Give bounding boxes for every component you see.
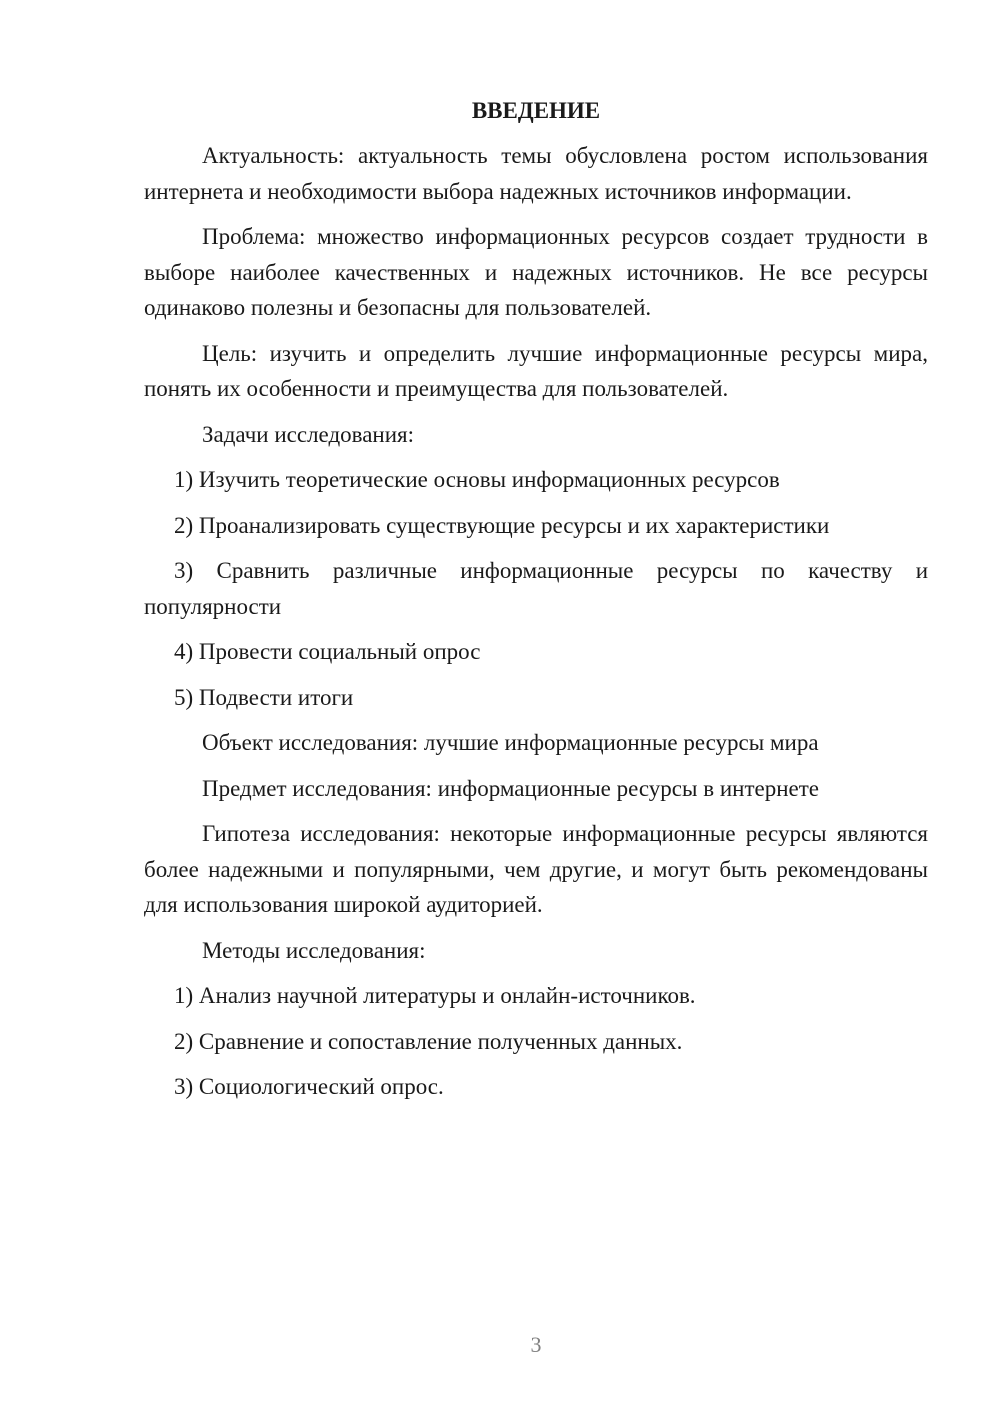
- task-item-2: 2) Проанализировать существующие ресурсы и их характеристики: [174, 512, 830, 538]
- hypothesis-paragraph: Гипотеза исследования: некоторые информационные ресурсы являются более надежными и популярными, чем другие, и могут быть рекомендованы для использования широкой аудиторией.: [144, 821, 928, 917]
- task-item-5: 5) Подвести итоги: [174, 684, 354, 710]
- relevance-paragraph: Актуальность: актуальность темы обусловлена ростом использования интернета и необходимости выбора надежных источников информации.: [144, 143, 928, 204]
- task-item-3: 3) Сравнить различные информационные ресурсы по качеству и популярности: [144, 558, 928, 619]
- task-item-1: 1) Изучить теоретические основы информационных ресурсов: [174, 467, 780, 492]
- section-title: ВВЕДЕНИЕ: [471, 98, 601, 123]
- task-item-4: 4) Провести социальный опрос: [174, 639, 481, 664]
- method-item-1: 1) Анализ научной литературы и онлайн-источников.: [174, 983, 696, 1008]
- object-paragraph: Объект исследования: лучшие информационные ресурсы мира: [202, 730, 819, 755]
- document-body: [144, 94, 928, 1115]
- method-item-3: 3) Социологический опрос.: [174, 1074, 444, 1099]
- methods-heading: Методы исследования:: [202, 937, 426, 963]
- method-item-2: 2) Сравнение и сопоставление полученных данных.: [174, 1028, 683, 1054]
- problem-paragraph: Проблема: множество информационных ресурсов создает трудности в выборе наиболее качественных и надежных источников. Не все ресурсы одинаково полезны и безопасны для пользователей.: [144, 224, 928, 320]
- subject-paragraph: Предмет исследования: информационные ресурсы в интернете: [202, 775, 819, 801]
- goal-paragraph: Цель: изучить и определить лучшие информационные ресурсы мира, понять их особенности и преимущества для пользователей.: [144, 340, 928, 401]
- tasks-heading: Задачи исследования:: [202, 421, 415, 447]
- page-number: 3: [530, 1332, 542, 1357]
